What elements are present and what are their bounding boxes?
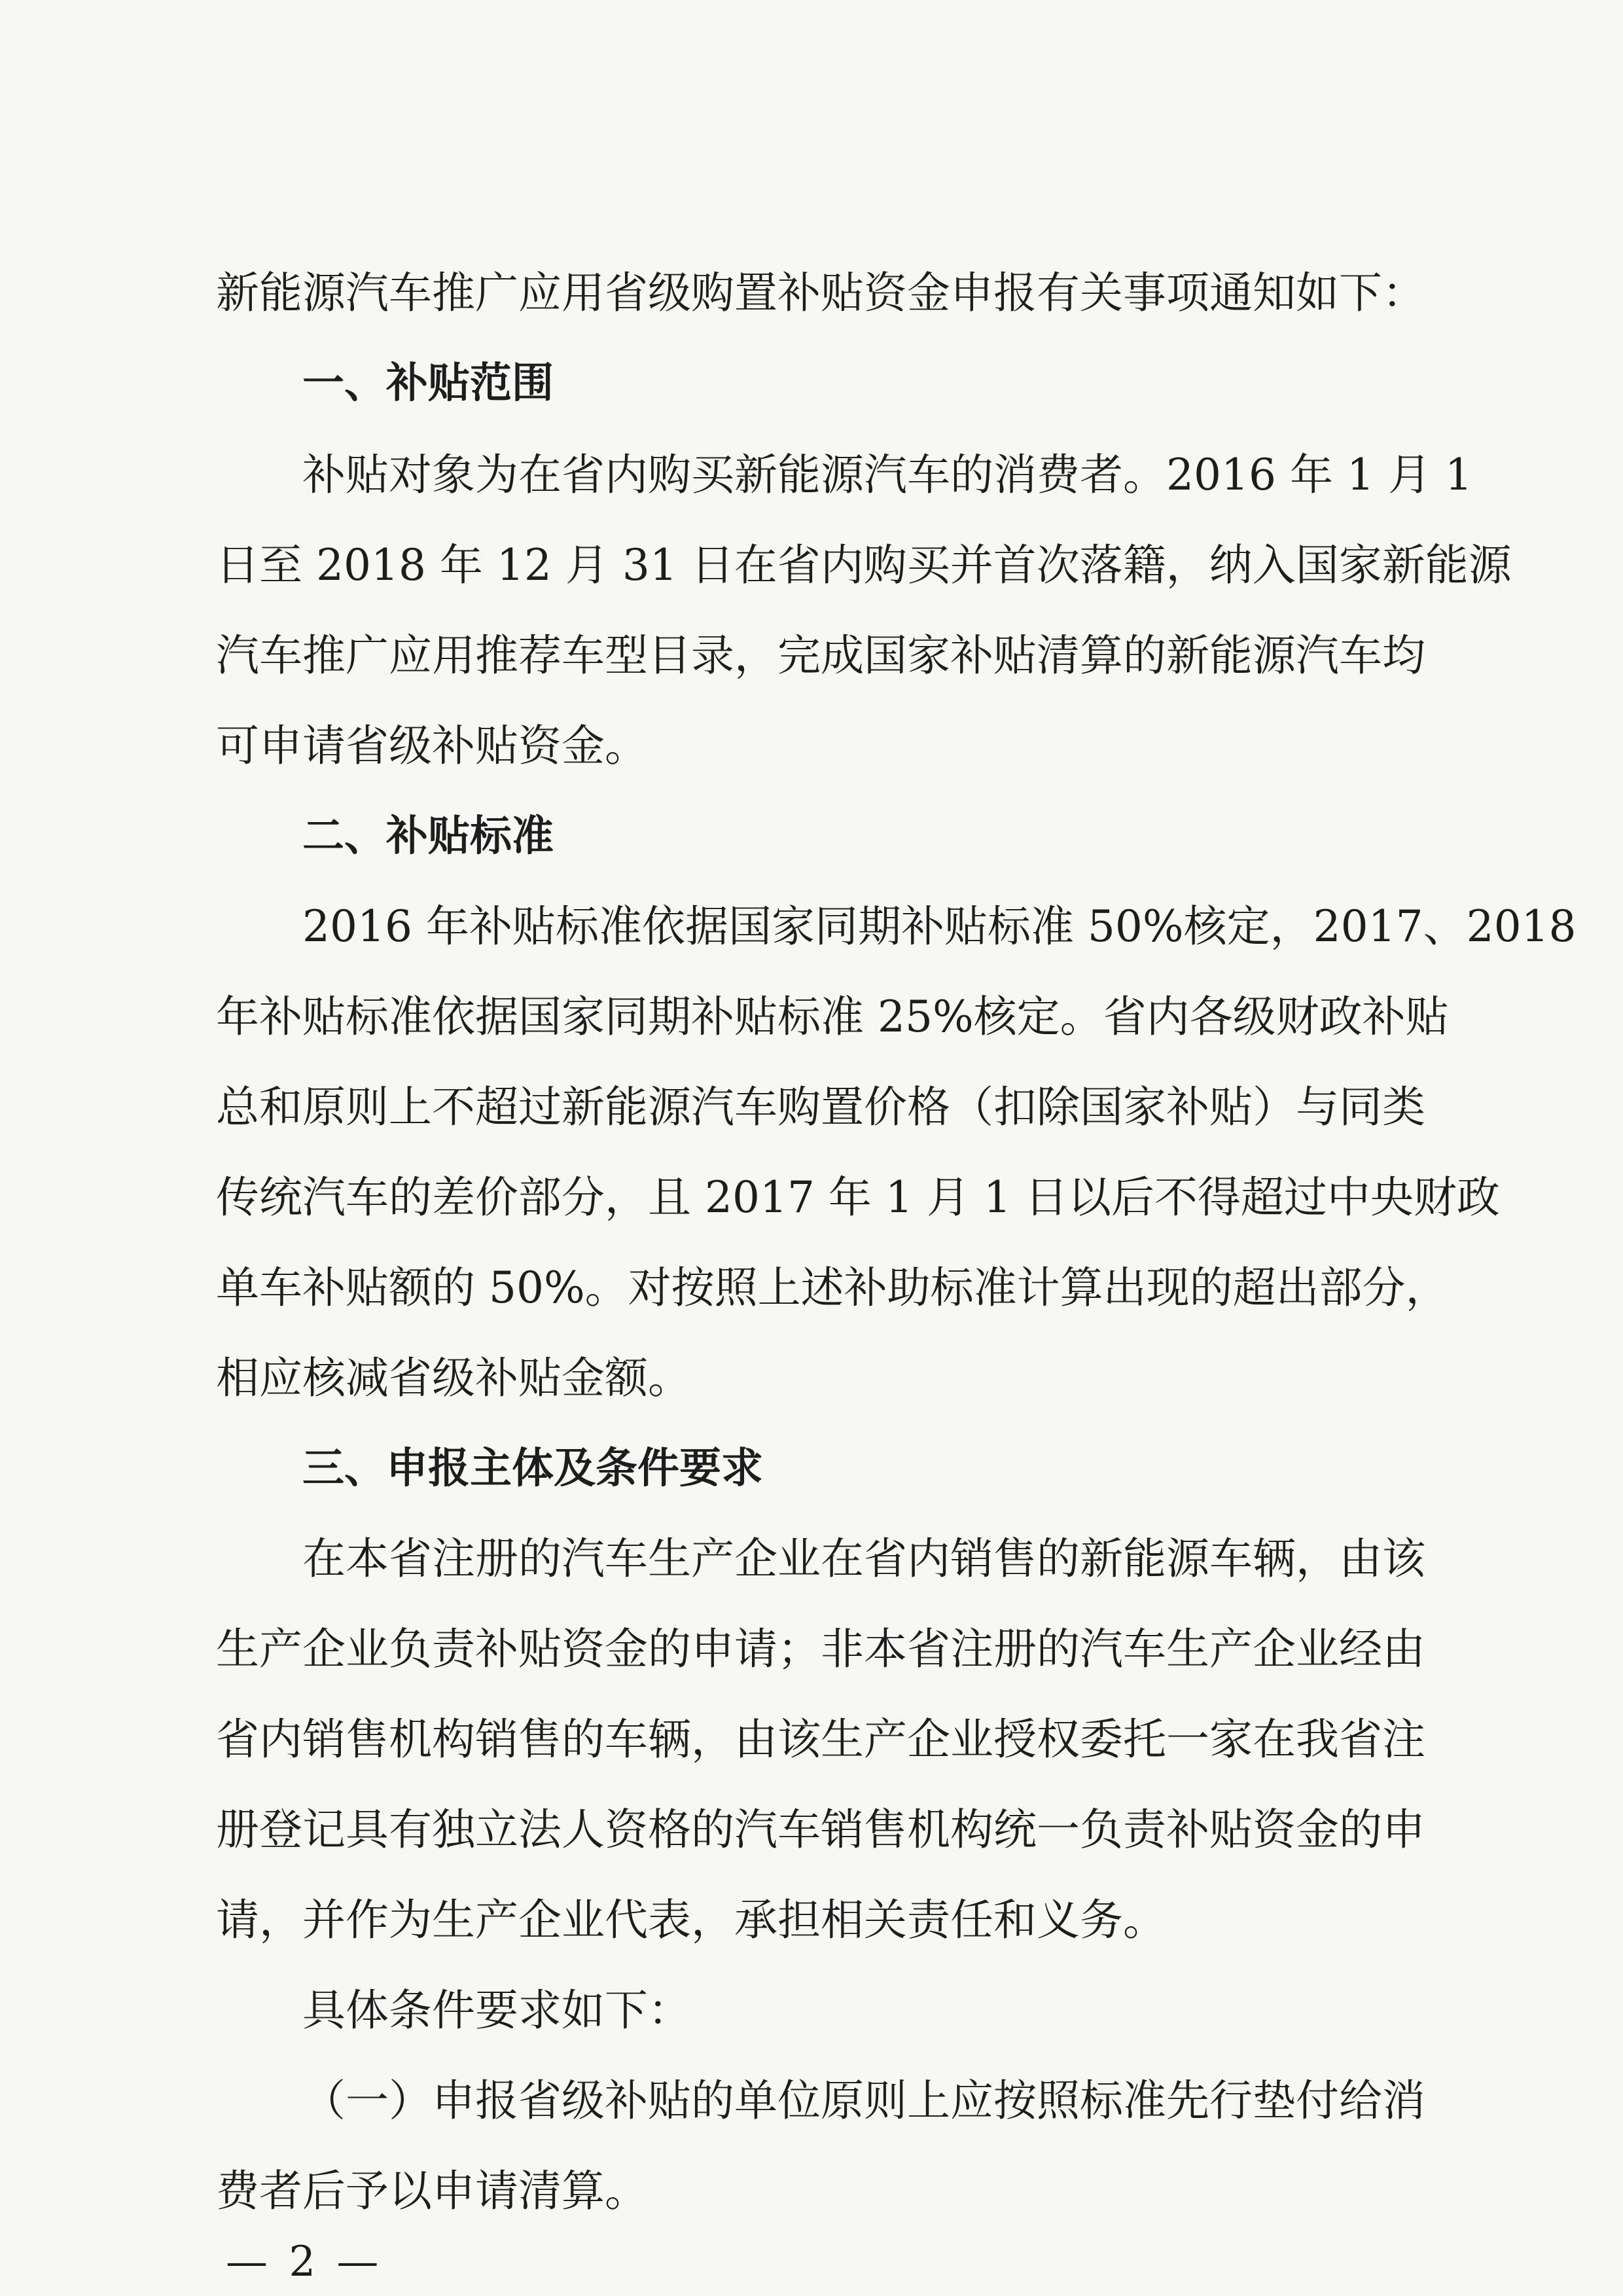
paragraph-line: 具体条件要求如下：: [302, 1985, 691, 2036]
paragraph-line: 生产企业负责补贴资金的申请；非本省注册的汽车生产企业经由: [216, 1624, 1425, 1674]
section-heading-applicant: 三、申报主体及条件要求: [302, 1444, 763, 1493]
intro-line: 新能源汽车推广应用省级购置补贴资金申报有关事项通知如下：: [216, 268, 1425, 318]
paragraph-line: 相应核减省级补贴金额。: [216, 1353, 691, 1403]
paragraph-line: 日至 2018 年 12 月 31 日在省内购买并首次落籍，纳入国家新能源: [216, 540, 1512, 590]
paragraph-line: 费者后予以申请清算。: [216, 2166, 648, 2216]
paragraph-line: 补贴对象为在省内购买新能源汽车的消费者。2016 年 1 月 1: [302, 450, 1472, 500]
paragraph-line: 年补贴标准依据国家同期补贴标准 25%核定。省内各级财政补贴: [216, 992, 1449, 1042]
paragraph-line: 汽车推广应用推荐车型目录，完成国家补贴清算的新能源汽车均: [216, 630, 1425, 681]
paragraph-line: 单车补贴额的 50%。对按照上述补助标准计算出现的超出部分，: [216, 1263, 1449, 1313]
section-heading-scope: 一、补贴范围: [302, 359, 554, 408]
paragraph-line: 可申请省级补贴资金。: [216, 721, 648, 771]
paragraph-line: 传统汽车的差价部分，且 2017 年 1 月 1 日以后不得超过中央财政: [216, 1172, 1500, 1223]
paragraph-line: 2016 年补贴标准依据国家同期补贴标准 50%核定，2017、2018: [302, 901, 1577, 952]
paragraph-line: 总和原则上不超过新能源汽车购置价格（扣除国家补贴）与同类: [216, 1082, 1425, 1132]
paragraph-line: 册登记具有独立法人资格的汽车销售机构统一负责补贴资金的申: [216, 1804, 1425, 1855]
paragraph-line: 在本省注册的汽车生产企业在省内销售的新能源车辆，由该: [302, 1534, 1425, 1584]
section-heading-standard: 二、补贴标准: [302, 812, 554, 861]
paragraph-line: 省内销售机构销售的车辆，由该生产企业授权委托一家在我省注: [216, 1714, 1425, 1765]
paragraph-line: 请，并作为生产企业代表，承担相关责任和义务。: [216, 1895, 1166, 1945]
page-number: — 2 —: [226, 2238, 383, 2286]
paragraph-line: （一）申报省级补贴的单位原则上应按照标准先行垫付给消: [302, 2075, 1425, 2126]
